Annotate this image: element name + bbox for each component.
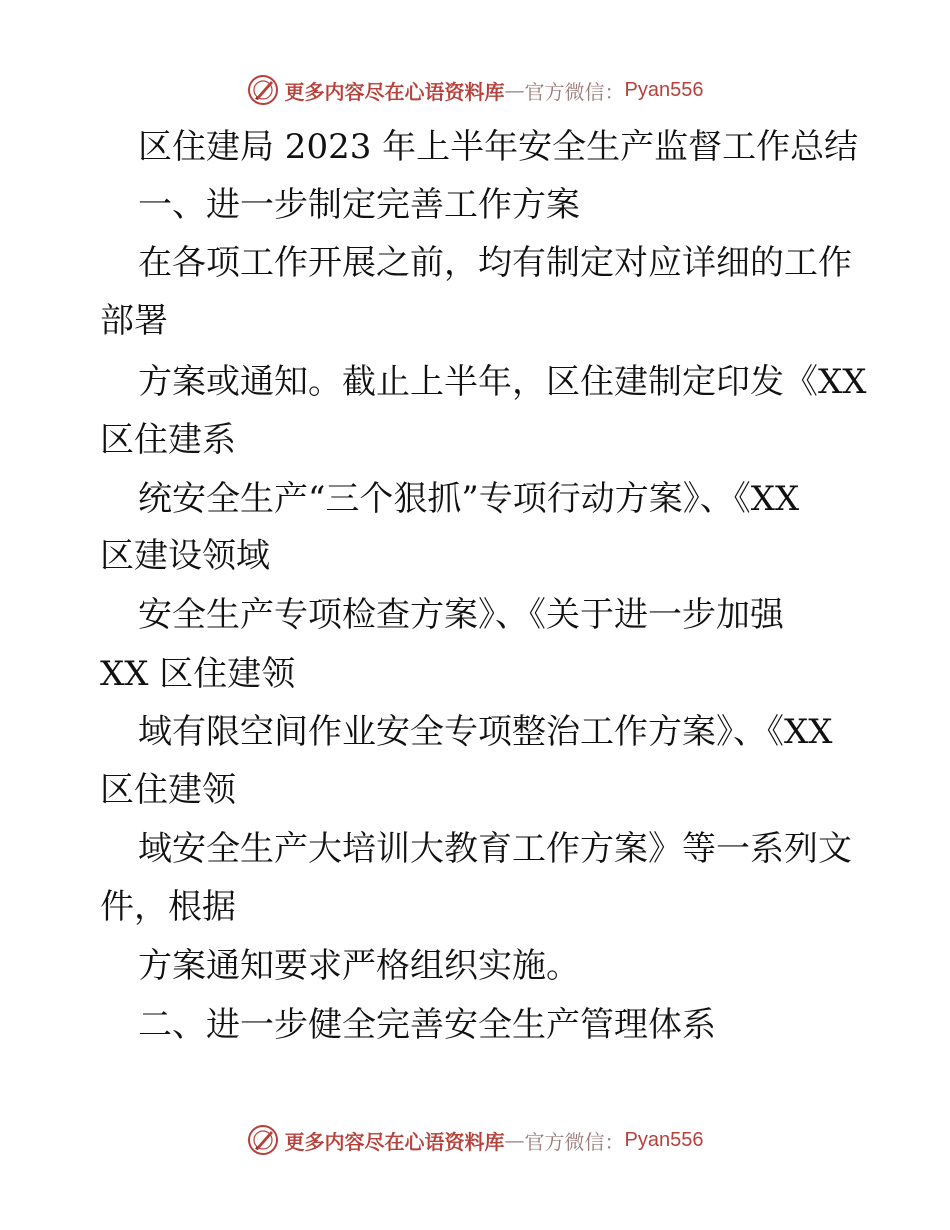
paragraph-line: 在各项工作开展之前，均有制定对应详细的工作: [138, 243, 852, 283]
paragraph-line: 方案通知要求严格组织实施。: [138, 946, 580, 986]
banner-main-text: 更多内容尽在心语资料库: [284, 1129, 505, 1154]
paragraph-line: 域安全生产大培训大教育工作方案》等一系列文: [138, 829, 852, 869]
banner-wechat-id: Pyan556: [624, 78, 704, 101]
section-heading-1: 一、进一步制定完善工作方案: [138, 185, 580, 225]
banner-main-text: 更多内容尽在心语资料库: [284, 79, 505, 104]
paragraph-line: XX 区住建领: [100, 654, 296, 694]
paragraph-line: 部署: [100, 301, 168, 341]
quill-logo-icon: [247, 74, 279, 106]
banner-wechat-label: 官方微信：: [524, 79, 625, 104]
paragraph-line: 件，根据: [100, 887, 236, 927]
paragraph-line: 统安全生产“三个狠抓”专项行动方案》、《XX: [138, 479, 800, 519]
banner-dash: —: [504, 78, 525, 102]
quill-logo-icon: [247, 1124, 279, 1156]
paragraph-line: 区建设领域: [100, 536, 270, 576]
paragraph-line: 域有限空间作业安全专项整治工作方案》、《XX: [138, 712, 833, 752]
paragraph-line: 区住建系: [100, 420, 236, 460]
footer-watermark-banner: [0, 1120, 950, 1160]
section-heading-2: 二、进一步健全完善安全生产管理体系: [138, 1005, 716, 1045]
paragraph-line: 区住建领: [100, 770, 236, 810]
banner-wechat-id: Pyan556: [624, 1128, 704, 1151]
banner-wechat-label: 官方微信：: [524, 1129, 625, 1154]
header-watermark-banner: [0, 70, 950, 110]
paragraph-line: 方案或通知。截止上半年，区住建制定印发《XX: [138, 362, 867, 402]
banner-dash: —: [504, 1128, 525, 1152]
document-title: 区住建局 2023 年上半年安全生产监督工作总结: [138, 127, 859, 167]
paragraph-line: 安全生产专项检查方案》、《关于进一步加强: [138, 595, 784, 635]
